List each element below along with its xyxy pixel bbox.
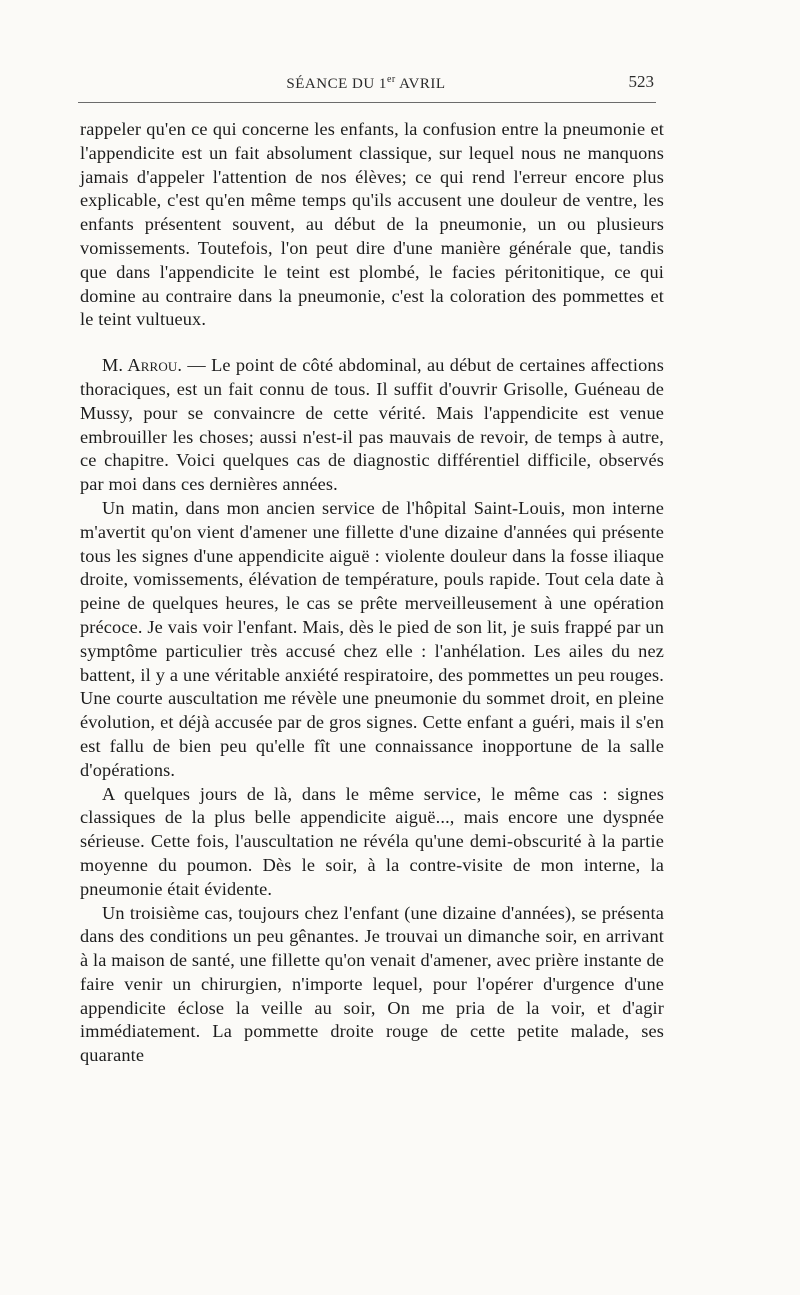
paragraph-case-one: Un matin, dans mon ancien service de l'hôpital Saint-Louis, mon interne m'avertit qu'on vient d'amener une fillette d'une dizaine d'années qui présente tous les signes d'une appendicite aiguë : violente douleur dans la fosse iliaque droite, vomissements, élévation de température, pouls rapide. Tout cela date à peine de quelques heures, le cas se prête merveilleusement à une opération précoce. Je vais voir l'enfant. Mais, dès le pied de son lit, je suis frappé par un symptôme particulier très accusé chez elle : l'anhélation. Les ailes du nez battent, il y a une véritable anxiété respiratoire, des pommettes un peu rouges. Une courte auscultation me révèle une pneumonie du sommet droit, en pleine évolution, et déjà accusée par de gros signes. Cette enfant a guéri, mais il s'en est fallu de bien peu qu'elle fît une connaissance inopportune de la salle d'opérations.: [80, 497, 664, 780]
page-number: 523: [628, 72, 654, 91]
running-head: [78, 74, 654, 93]
header-rule: [78, 102, 656, 103]
paragraph-arrou: [80, 354, 664, 497]
running-head-month: AVRIL: [399, 76, 446, 92]
running-head-superscript: er: [386, 74, 396, 85]
paragraph-case-three: Un troisième cas, toujours chez l'enfant (une dizaine d'années), se présenta dans des conditions un peu gênantes. Je trouvai un dimanche soir, en arrivant à la maison de santé, une fillette qu'on venait d'amener, avec prière instante de faire venir un chirurgien, n'importe lequel, pour l'opérer d'urgence d'une appendicite éclose la veille au soir, On me pria de la voir, et d'agir immédiatement. La pommette droite rouge de cette petite malade, ses quarante: [80, 902, 664, 1066]
body-text: [80, 118, 664, 1068]
paragraph-case-two: A quelques jours de là, dans le même service, le même cas : signes classiques de la plus belle appendicite aiguë..., mais encore une dyspnée sérieuse. Cette fois, l'auscultation ne révéla qu'une demi-obscurité à la partie moyenne du poumon. Dès le soir, à la contre-visite de mon interne, la pneumonie était évidente.: [80, 783, 664, 899]
page-header: [78, 68, 654, 98]
paragraph-arrou-text: — Le point de côté abdominal, au début de certaines affections thoraciques, est un fait connu de tous. Il suffit d'ouvrir Grisolle, Guéneau de Mussy, pour se convaincre de cette vérité. Mais l'appendicite est venue embrouiller les choses; aussi n'est-il pas mauvais de revoir, de temps à autre, ce chapitre. Voici quelques cas de diagnostic différentiel difficile, observés par moi dans ces dernières années.: [80, 355, 664, 495]
paragraph-continuation: rappeler qu'en ce qui concerne les enfants, la confusion entre la pneumonie et l'appendicite est un fait absolument classique, sur lequel nous ne manquons jamais d'appeler l'attention de nos élèves; ce qui rend l'erreur encore plus explicable, c'est qu'en même temps qu'ils accusent une douleur de ventre, les enfants présentent souvent, au début de la pneumonie, un ou plusieurs vomissements. Toutefois, l'on peut dire d'une manière générale que, tandis que dans l'appendicite le teint est plombé, le facies péritonitique, ce qui domine au contraire dans la pneumonie, c'est la coloration des pommettes et le teint vultueux.: [80, 119, 664, 330]
speaker-name: M. Arrou.: [102, 355, 183, 376]
running-head-main: SÉANCE DU 1: [286, 76, 387, 92]
